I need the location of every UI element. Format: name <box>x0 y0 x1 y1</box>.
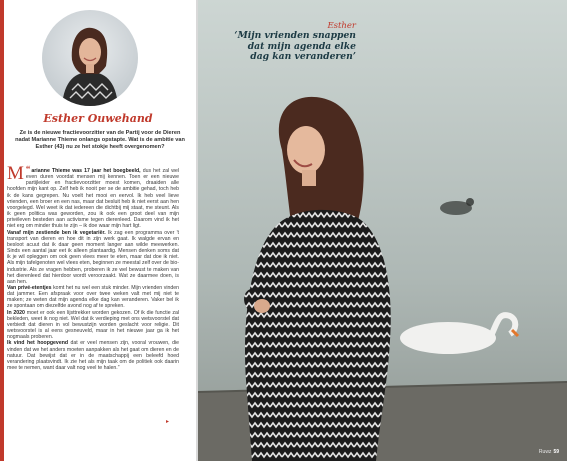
paragraph-1-text: dus het zal wel even duren voordat mensen mij kennen. Toen er een nieuwe partijleider en fractievoorzitter moest komen, draaiden alle hoofden mijn kant op. Zelf heb ik nooit per se de ambitie gehad, toch heb ik de kans gegrepen. Nu voelt het mooi en eervol. Ik heb veel lieve vrienden, een broer en een nas, maar dat besluit heb ik niet eerst aan hen voorgelegd. Wel weet ik dat iedereen die dichtbij mij staat, me steunt. Als ik geen politica was geworden, zou ik ook een groot deel van mijn privéleven besteden aan activisme tegen dierenleed. Daarom vind ik het niet erg om minder thuis te zijn – ik doe waar mijn hart ligt. <box>7 168 179 230</box>
paragraph-5-text: dat er veel mensen zijn, vooral vrouwen, die vinden dat we het anders moeten aanpakken als het gaat om dieren en de natuur. Dat bewijst dat er in de maatschappij een beleefd hoed verandering plaatsvindt. Ik zie het als mijn taak om de politiek ook daarin mee te nemen, want daar valt nog veel te halen.” <box>7 340 179 371</box>
paragraph-2-lead: Vanaf mijn zestiende ben ik vegetariër. <box>7 229 106 236</box>
left-page <box>0 0 196 461</box>
paragraph-1 <box>7 163 179 230</box>
brand-label: Ruwz <box>538 449 552 455</box>
open-quote-mark: “ <box>25 164 31 174</box>
paragraph-5-lead: Ik vind het hoopgevend <box>7 340 69 347</box>
pull-quote-name: Esther <box>327 21 356 31</box>
right-page-photo <box>198 0 567 461</box>
paragraph-3 <box>7 285 179 310</box>
pull-quote <box>228 22 356 63</box>
page-number-value: 59 <box>553 449 559 455</box>
profile-intro: Ze is de nieuwe fractievoorzitter van de Partij voor de Dieren nadat Marianne Thieme onlangs opstapte. Wat is de ambitie van Esther (43) nu ze het stokje heeft overgenomen? <box>15 130 185 151</box>
paragraph-5 <box>7 340 179 371</box>
dropcap: M <box>7 163 24 184</box>
paragraph-4-lead: In 2020 <box>7 309 25 316</box>
lake-photo <box>198 0 567 461</box>
paragraph-4-text: moet er ook een lijsttrekker worden gekozen. Of ik die functie zal bekleden, weet ik nog niet. Wel dat ik verdieping met ons wetsvoorstel dat verbiedt dat dieren in vol bewustzijn worden geslacht voor religie. Dit wetsvoorstel is al eens gesneuveld, maar in het nieuwe jaar ga ik het nogmaals proberen. <box>7 309 179 341</box>
paragraph-3-lead: Van privé-etentjes <box>7 284 52 291</box>
paragraph-2-text: Ik zag een programma over 't transport van dieren en hoe dit in zijn werk gaat. Ik walgde ervan en besloot acuut dat ik daar geen moment langer aan wilde meewerken. Sinds een aantal jaar eet ik alleen plantaardig. Mensen denken soms dat ik je wil opleggen om ook geen vlees meer te eten, maar dat doe ik niet. Als mijn tafelgenoten wel vlees eten, beginnen ze meestal zelf over de bio-industrie. Als ze vragen hebben, proberen ik ze wel bewust te maken van het dierenleed dat hierdoor wordt veroorzaakt. Wat ze daarmee doen, is aan hen. <box>7 229 179 285</box>
profile-name: Esther Ouwehand <box>43 112 153 125</box>
page-number <box>539 449 559 455</box>
paragraph-2 <box>7 230 179 285</box>
portrait-photo <box>42 10 138 106</box>
accent-edge <box>0 0 4 461</box>
paragraph-4 <box>7 310 179 341</box>
article-body <box>7 163 180 371</box>
pull-quote-text: ‘Mijn vrienden snappen dat mijn agenda elke dag kan veranderen’ <box>234 30 356 63</box>
portrait-illustration <box>42 10 138 106</box>
paragraph-1-lead: arianne Thieme was 17 jaar het boegbeeld, <box>31 168 141 174</box>
paragraph-3-text: komt het nu wel een stuk minder. Mijn vrienden vinden dat jammer. Een afspraak voor over twee weken valt met mij niet te maken; ze weten dat mijn agenda elke dag kan veranderen. Vaker bel ik ze spontaan om diezelfde avond nog af te spreken. <box>7 284 180 310</box>
end-mark-icon: ▸ <box>166 418 170 425</box>
